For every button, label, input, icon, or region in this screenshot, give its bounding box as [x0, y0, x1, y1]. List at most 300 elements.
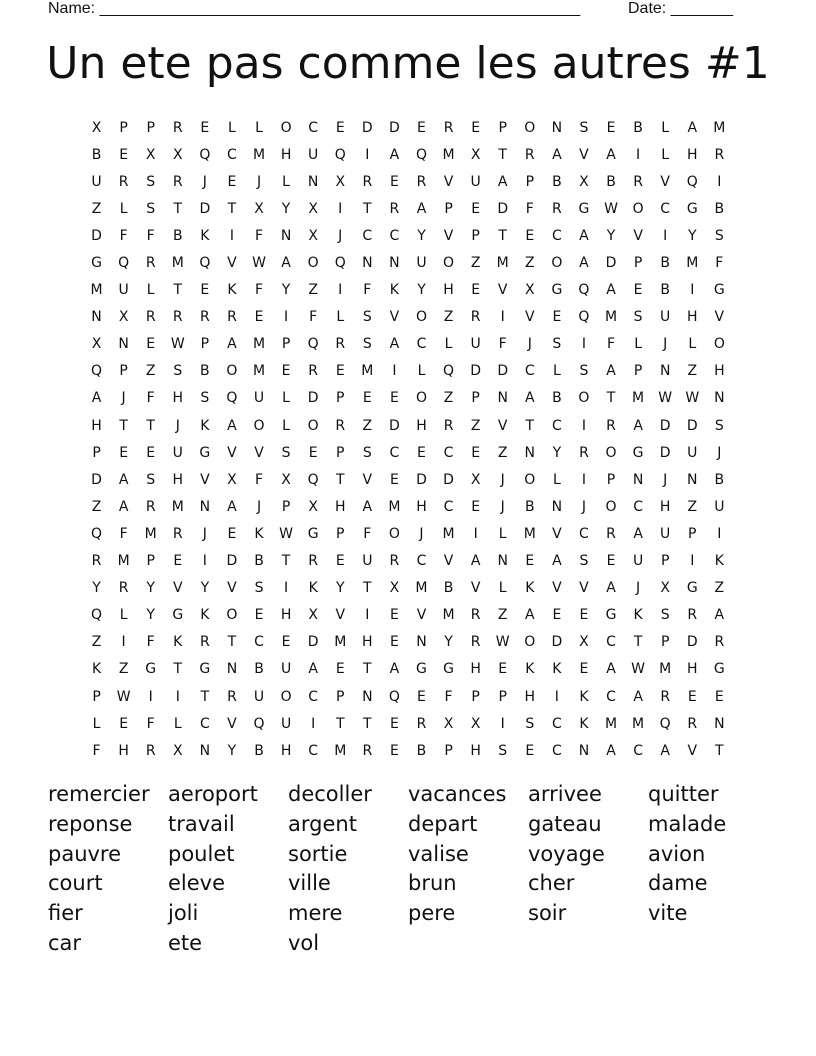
grid-letter[interactable]: F [254, 471, 264, 488]
grid-letter[interactable]: T [200, 688, 210, 705]
grid-letter[interactable]: P [633, 363, 643, 380]
grid-letter[interactable]: R [199, 634, 210, 651]
grid-letter[interactable]: R [118, 173, 129, 190]
grid-letter[interactable]: Z [443, 309, 454, 326]
grid-letter[interactable]: H [91, 417, 102, 434]
grid-letter[interactable]: C [199, 715, 210, 732]
grid-letter[interactable]: O [280, 119, 292, 136]
grid-letter[interactable]: O [605, 444, 617, 461]
grid-letter[interactable]: R [579, 444, 589, 461]
grid-letter[interactable]: P [660, 553, 670, 570]
grid-letter[interactable]: E [471, 498, 481, 515]
grid-letter[interactable]: E [119, 444, 129, 461]
grid-letter[interactable]: B [660, 255, 670, 272]
grid-letter[interactable]: K [579, 715, 589, 732]
grid-letter[interactable]: V [579, 146, 589, 163]
grid-letter[interactable]: X [145, 146, 156, 163]
grid-letter[interactable]: R [606, 525, 616, 542]
grid-letter[interactable]: N [389, 255, 400, 272]
grid-letter[interactable]: F [146, 715, 155, 732]
grid-letter[interactable]: Z [443, 390, 454, 407]
grid-letter[interactable]: F [92, 742, 101, 759]
grid-letter[interactable]: G [551, 282, 563, 299]
grid-letter[interactable]: I [338, 282, 343, 299]
grid-letter[interactable]: R [714, 146, 725, 163]
grid-letter[interactable]: B [606, 173, 616, 190]
grid-letter[interactable]: A [552, 146, 562, 163]
grid-letter[interactable]: Q [307, 471, 319, 488]
grid-letter[interactable]: P [498, 119, 507, 136]
grid-letter[interactable]: M [171, 498, 184, 515]
grid-letter[interactable]: R [227, 688, 237, 705]
grid-letter[interactable]: E [335, 363, 345, 380]
grid-letter[interactable]: D [91, 471, 102, 488]
grid-letter[interactable]: F [363, 525, 372, 542]
grid-letter[interactable]: S [714, 227, 724, 244]
grid-letter[interactable]: I [581, 336, 587, 353]
grid-letter[interactable]: B [552, 390, 562, 407]
grid-letter[interactable]: S [146, 200, 156, 217]
grid-letter[interactable]: T [119, 417, 128, 434]
grid-letter[interactable]: C [443, 498, 454, 515]
grid-letter[interactable]: A [470, 553, 481, 570]
grid-letter[interactable]: H [659, 498, 671, 515]
grid-letter[interactable]: N [497, 390, 508, 407]
grid-letter[interactable]: E [308, 444, 318, 461]
grid-letter[interactable]: M [442, 607, 455, 624]
grid-letter[interactable]: R [172, 309, 183, 326]
grid-letter[interactable]: V [389, 309, 400, 326]
grid-letter[interactable]: Q [334, 255, 346, 272]
grid-letter[interactable]: U [280, 661, 292, 678]
grid-letter[interactable]: H [714, 363, 725, 380]
grid-letter[interactable]: T [498, 146, 507, 163]
grid-letter[interactable]: M [252, 336, 266, 353]
grid-letter[interactable]: J [256, 173, 262, 190]
grid-letter[interactable]: H [416, 417, 427, 434]
grid-letter[interactable]: I [717, 525, 722, 542]
grid-letter[interactable]: Z [497, 444, 508, 461]
grid-letter[interactable]: H [686, 661, 698, 678]
grid-letter[interactable]: M [659, 661, 672, 678]
grid-letter[interactable]: H [172, 471, 184, 488]
grid-letter[interactable]: G [91, 255, 102, 272]
grid-letter[interactable]: E [146, 444, 156, 461]
grid-letter[interactable]: V [443, 553, 454, 570]
grid-letter[interactable]: F [254, 227, 264, 244]
grid-letter[interactable]: L [498, 525, 507, 542]
grid-letter[interactable]: B [660, 282, 670, 299]
grid-letter[interactable]: T [227, 634, 237, 651]
grid-letter[interactable]: A [606, 661, 616, 678]
grid-letter[interactable]: A [633, 417, 643, 434]
grid-letter[interactable]: T [335, 471, 345, 488]
grid-letter[interactable]: L [255, 119, 263, 136]
grid-letter[interactable]: O [578, 390, 590, 407]
grid-letter[interactable]: G [443, 661, 454, 678]
grid-letter[interactable]: D [307, 634, 319, 651]
grid-letter[interactable]: V [552, 580, 562, 597]
grid-letter[interactable]: Z [714, 580, 725, 597]
grid-letter[interactable]: A [308, 661, 318, 678]
grid-letter[interactable]: V [227, 255, 237, 272]
grid-letter[interactable]: M [252, 363, 266, 380]
grid-letter[interactable]: U [660, 309, 671, 326]
grid-letter[interactable]: G [632, 444, 644, 461]
grid-letter[interactable]: K [714, 553, 724, 570]
grid-letter[interactable]: R [335, 417, 346, 434]
grid-letter[interactable]: S [146, 471, 156, 488]
grid-letter[interactable]: G [145, 661, 157, 678]
grid-letter[interactable]: U [470, 173, 481, 190]
grid-letter[interactable]: J [663, 336, 668, 353]
grid-letter[interactable]: U [660, 525, 671, 542]
grid-letter[interactable]: R [362, 742, 373, 759]
grid-letter[interactable]: V [362, 471, 373, 488]
grid-letter[interactable]: P [606, 471, 616, 488]
grid-letter[interactable]: I [690, 282, 695, 299]
grid-letter[interactable]: J [121, 390, 126, 407]
grid-letter[interactable]: U [470, 336, 481, 353]
grid-letter[interactable]: S [525, 715, 535, 732]
grid-letter[interactable]: C [633, 742, 643, 759]
grid-letter[interactable]: G [199, 661, 211, 678]
grid-letter[interactable]: O [524, 634, 536, 651]
grid-letter[interactable]: T [281, 553, 291, 570]
grid-letter[interactable]: V [200, 471, 210, 488]
grid-letter[interactable]: J [581, 498, 587, 515]
grid-letter[interactable]: R [416, 715, 427, 732]
grid-letter[interactable]: Q [686, 173, 698, 190]
grid-letter[interactable]: Z [524, 255, 535, 272]
grid-letter[interactable]: W [631, 661, 646, 678]
grid-letter[interactable]: K [173, 634, 183, 651]
grid-letter[interactable]: D [91, 227, 102, 244]
grid-letter[interactable]: H [280, 607, 292, 624]
grid-letter[interactable]: E [389, 173, 399, 190]
grid-letter[interactable]: A [714, 607, 725, 624]
grid-letter[interactable]: A [416, 200, 427, 217]
grid-letter[interactable]: F [606, 336, 616, 353]
grid-letter[interactable]: P [119, 363, 128, 380]
grid-letter[interactable]: A [633, 525, 643, 542]
grid-letter[interactable]: D [416, 471, 427, 488]
grid-letter[interactable]: P [471, 227, 480, 244]
grid-letter[interactable]: A [389, 146, 400, 163]
grid-letter[interactable]: P [633, 255, 643, 272]
grid-letter[interactable]: I [554, 688, 559, 705]
grid-letter[interactable]: R [335, 336, 346, 353]
grid-letter[interactable]: Y [281, 200, 291, 217]
grid-letter[interactable]: P [200, 336, 210, 353]
grid-letter[interactable]: P [498, 688, 507, 705]
grid-letter[interactable]: Z [497, 607, 508, 624]
grid-letter[interactable]: A [633, 688, 643, 705]
grid-letter[interactable]: E [579, 661, 589, 678]
grid-letter[interactable]: K [525, 580, 535, 597]
grid-letter[interactable]: A [362, 498, 373, 515]
grid-letter[interactable]: X [172, 146, 183, 163]
grid-letter[interactable]: N [687, 471, 698, 488]
grid-letter[interactable]: L [119, 607, 128, 624]
grid-letter[interactable]: E [714, 688, 724, 705]
grid-letter[interactable]: M [144, 525, 157, 542]
grid-letter[interactable]: L [336, 309, 345, 326]
grid-letter[interactable]: C [551, 742, 562, 759]
grid-letter[interactable]: S [362, 336, 372, 353]
grid-letter[interactable]: P [336, 525, 345, 542]
grid-letter[interactable]: Z [308, 282, 318, 299]
grid-letter[interactable]: R [552, 200, 562, 217]
grid-letter[interactable]: X [254, 200, 264, 217]
grid-letter[interactable]: W [658, 390, 673, 407]
grid-letter[interactable]: A [579, 255, 589, 272]
grid-letter[interactable]: P [92, 444, 101, 461]
grid-letter[interactable]: U [172, 444, 183, 461]
grid-letter[interactable]: X [118, 309, 129, 326]
grid-letter[interactable]: S [362, 444, 372, 461]
grid-letter[interactable]: Y [146, 580, 155, 597]
grid-letter[interactable]: J [202, 173, 207, 190]
grid-letter[interactable]: A [606, 282, 616, 299]
grid-letter[interactable]: B [443, 580, 454, 597]
grid-letter[interactable]: C [633, 498, 643, 515]
grid-letter[interactable]: P [471, 688, 480, 705]
grid-letter[interactable]: J [636, 580, 641, 597]
grid-letter[interactable]: A [227, 336, 237, 353]
grid-letter[interactable]: P [119, 119, 128, 136]
grid-letter[interactable]: P [471, 390, 480, 407]
grid-letter[interactable]: J [500, 471, 505, 488]
grid-letter[interactable]: T [606, 390, 616, 407]
grid-letter[interactable]: F [363, 282, 372, 299]
grid-letter[interactable]: L [444, 336, 453, 353]
grid-letter[interactable]: T [498, 227, 507, 244]
grid-letter[interactable]: X [91, 336, 102, 353]
grid-letter[interactable]: K [552, 661, 562, 678]
grid-letter[interactable]: Q [415, 146, 427, 163]
grid-letter[interactable]: N [362, 255, 373, 272]
grid-letter[interactable]: E [200, 119, 210, 136]
grid-letter[interactable]: U [416, 255, 427, 272]
grid-letter[interactable]: E [606, 553, 616, 570]
grid-letter[interactable]: S [552, 336, 562, 353]
grid-letter[interactable]: T [173, 282, 183, 299]
grid-letter[interactable]: E [471, 119, 481, 136]
grid-letter[interactable]: E [417, 444, 426, 461]
grid-letter[interactable]: T [633, 634, 643, 651]
grid-letter[interactable]: D [199, 200, 211, 217]
grid-letter[interactable]: G [713, 661, 725, 678]
grid-letter[interactable]: T [363, 715, 372, 732]
grid-letter[interactable]: W [116, 688, 131, 705]
grid-letter[interactable]: F [309, 309, 318, 326]
grid-letter[interactable]: S [633, 309, 643, 326]
grid-letter[interactable]: U [280, 715, 292, 732]
grid-letter[interactable]: A [525, 607, 535, 624]
grid-letter[interactable]: J [338, 227, 343, 244]
grid-letter[interactable]: J [527, 336, 532, 353]
grid-letter[interactable]: X [308, 498, 318, 515]
grid-letter[interactable]: D [659, 444, 671, 461]
grid-letter[interactable]: R [687, 607, 698, 624]
grid-letter[interactable]: E [335, 661, 345, 678]
grid-letter[interactable]: V [525, 309, 535, 326]
grid-letter[interactable]: A [579, 227, 589, 244]
grid-letter[interactable]: M [604, 715, 618, 732]
grid-letter[interactable]: H [334, 498, 346, 515]
grid-letter[interactable]: R [470, 607, 481, 624]
grid-letter[interactable]: M [632, 715, 645, 732]
grid-letter[interactable]: C [389, 227, 400, 244]
grid-letter[interactable]: D [226, 553, 238, 570]
date-field-label[interactable]: Date: _______ [628, 0, 733, 17]
grid-letter[interactable]: R [470, 309, 481, 326]
grid-letter[interactable]: L [661, 119, 670, 136]
grid-letter[interactable]: T [363, 580, 372, 597]
grid-letter[interactable]: X [308, 607, 318, 624]
grid-letter[interactable]: L [282, 173, 290, 190]
grid-letter[interactable]: X [227, 471, 237, 488]
grid-letter[interactable]: N [632, 471, 644, 488]
grid-letter[interactable]: V [552, 525, 562, 542]
grid-letter[interactable]: G [686, 580, 698, 597]
grid-letter[interactable]: M [334, 634, 347, 651]
grid-letter[interactable]: I [284, 309, 289, 326]
grid-letter[interactable]: R [145, 498, 156, 515]
grid-letter[interactable]: H [280, 742, 292, 759]
grid-letter[interactable]: C [416, 553, 427, 570]
grid-letter[interactable]: N [714, 715, 725, 732]
grid-letter[interactable]: A [660, 742, 670, 759]
grid-letter[interactable]: Z [470, 417, 481, 434]
grid-letter[interactable]: R [389, 200, 400, 217]
grid-letter[interactable]: G [713, 282, 725, 299]
grid-letter[interactable]: Y [92, 580, 101, 597]
grid-letter[interactable]: A [687, 119, 698, 136]
grid-letter[interactable]: N [551, 119, 563, 136]
grid-letter[interactable]: V [660, 173, 670, 190]
grid-letter[interactable]: L [552, 471, 561, 488]
grid-letter[interactable]: E [389, 471, 399, 488]
grid-letter[interactable]: B [633, 119, 643, 136]
grid-letter[interactable]: F [525, 200, 534, 217]
grid-letter[interactable]: O [388, 525, 400, 542]
grid-letter[interactable]: F [146, 634, 155, 651]
grid-letter[interactable]: M [415, 580, 428, 597]
grid-letter[interactable]: W [685, 390, 700, 407]
grid-letter[interactable]: R [633, 173, 643, 190]
grid-letter[interactable]: Y [146, 607, 155, 624]
grid-letter[interactable]: R [389, 553, 400, 570]
grid-letter[interactable]: D [659, 417, 671, 434]
grid-letter[interactable]: K [308, 580, 318, 597]
grid-letter[interactable]: D [389, 119, 400, 136]
grid-letter[interactable]: H [470, 742, 481, 759]
grid-letter[interactable]: J [663, 471, 668, 488]
grid-letter[interactable]: L [173, 715, 182, 732]
grid-letter[interactable]: P [444, 200, 453, 217]
grid-letter[interactable]: O [415, 309, 427, 326]
grid-letter[interactable]: A [606, 363, 616, 380]
grid-letter[interactable]: E [579, 607, 589, 624]
grid-letter[interactable]: P [525, 173, 535, 190]
grid-letter[interactable]: W [495, 634, 510, 651]
grid-letter[interactable]: I [338, 200, 343, 217]
grid-letter[interactable]: M [713, 119, 726, 136]
grid-letter[interactable]: D [686, 634, 698, 651]
grid-letter[interactable]: D [551, 634, 563, 651]
grid-letter[interactable]: E [200, 282, 210, 299]
grid-letter[interactable]: B [416, 742, 427, 759]
grid-letter[interactable]: O [307, 417, 319, 434]
grid-letter[interactable]: V [497, 417, 508, 434]
grid-letter[interactable]: D [686, 417, 698, 434]
grid-letter[interactable]: M [117, 553, 130, 570]
grid-letter[interactable]: Z [362, 417, 373, 434]
grid-letter[interactable]: P [146, 119, 155, 136]
grid-letter[interactable]: V [687, 742, 698, 759]
grid-letter[interactable]: N [578, 742, 590, 759]
grid-letter[interactable]: K [389, 282, 399, 299]
grid-letter[interactable]: H [280, 146, 292, 163]
grid-letter[interactable]: N [416, 634, 427, 651]
grid-letter[interactable]: J [500, 498, 505, 515]
grid-letter[interactable]: K [200, 607, 210, 624]
grid-letter[interactable]: M [361, 363, 374, 380]
grid-letter[interactable]: C [389, 444, 400, 461]
grid-letter[interactable]: M [604, 309, 618, 326]
grid-letter[interactable]: T [146, 417, 155, 434]
grid-letter[interactable]: T [227, 200, 237, 217]
grid-letter[interactable]: C [254, 634, 264, 651]
grid-letter[interactable]: O [605, 498, 617, 515]
grid-letter[interactable]: O [524, 471, 536, 488]
grid-letter[interactable]: V [416, 607, 427, 624]
grid-letter[interactable]: S [362, 309, 372, 326]
grid-letter[interactable]: Z [91, 200, 102, 217]
grid-letter[interactable]: W [170, 336, 185, 353]
grid-letter[interactable]: E [498, 661, 508, 678]
grid-letter[interactable]: L [146, 282, 155, 299]
grid-letter[interactable]: U [308, 146, 319, 163]
grid-letter[interactable]: Z [91, 634, 102, 651]
grid-letter[interactable]: S [281, 444, 291, 461]
grid-letter[interactable]: M [388, 498, 401, 515]
grid-letter[interactable]: I [636, 146, 641, 163]
grid-letter[interactable]: C [660, 200, 671, 217]
grid-letter[interactable]: K [525, 661, 535, 678]
grid-letter[interactable]: S [498, 742, 508, 759]
grid-letter[interactable]: M [686, 255, 699, 272]
grid-letter[interactable]: D [605, 255, 617, 272]
grid-letter[interactable]: O [226, 363, 238, 380]
grid-letter[interactable]: C [227, 146, 237, 163]
grid-letter[interactable]: A [91, 390, 102, 407]
grid-letter[interactable]: X [579, 634, 589, 651]
grid-letter[interactable]: H [172, 390, 184, 407]
grid-letter[interactable]: I [500, 309, 505, 326]
grid-letter[interactable]: I [175, 688, 180, 705]
grid-letter[interactable]: S [200, 390, 210, 407]
grid-letter[interactable]: S [714, 417, 724, 434]
grid-letter[interactable]: I [148, 688, 153, 705]
grid-letter[interactable]: R [145, 255, 156, 272]
grid-letter[interactable]: A [552, 553, 562, 570]
grid-letter[interactable]: E [471, 282, 481, 299]
grid-letter[interactable]: N [226, 661, 238, 678]
grid-letter[interactable]: B [254, 553, 264, 570]
